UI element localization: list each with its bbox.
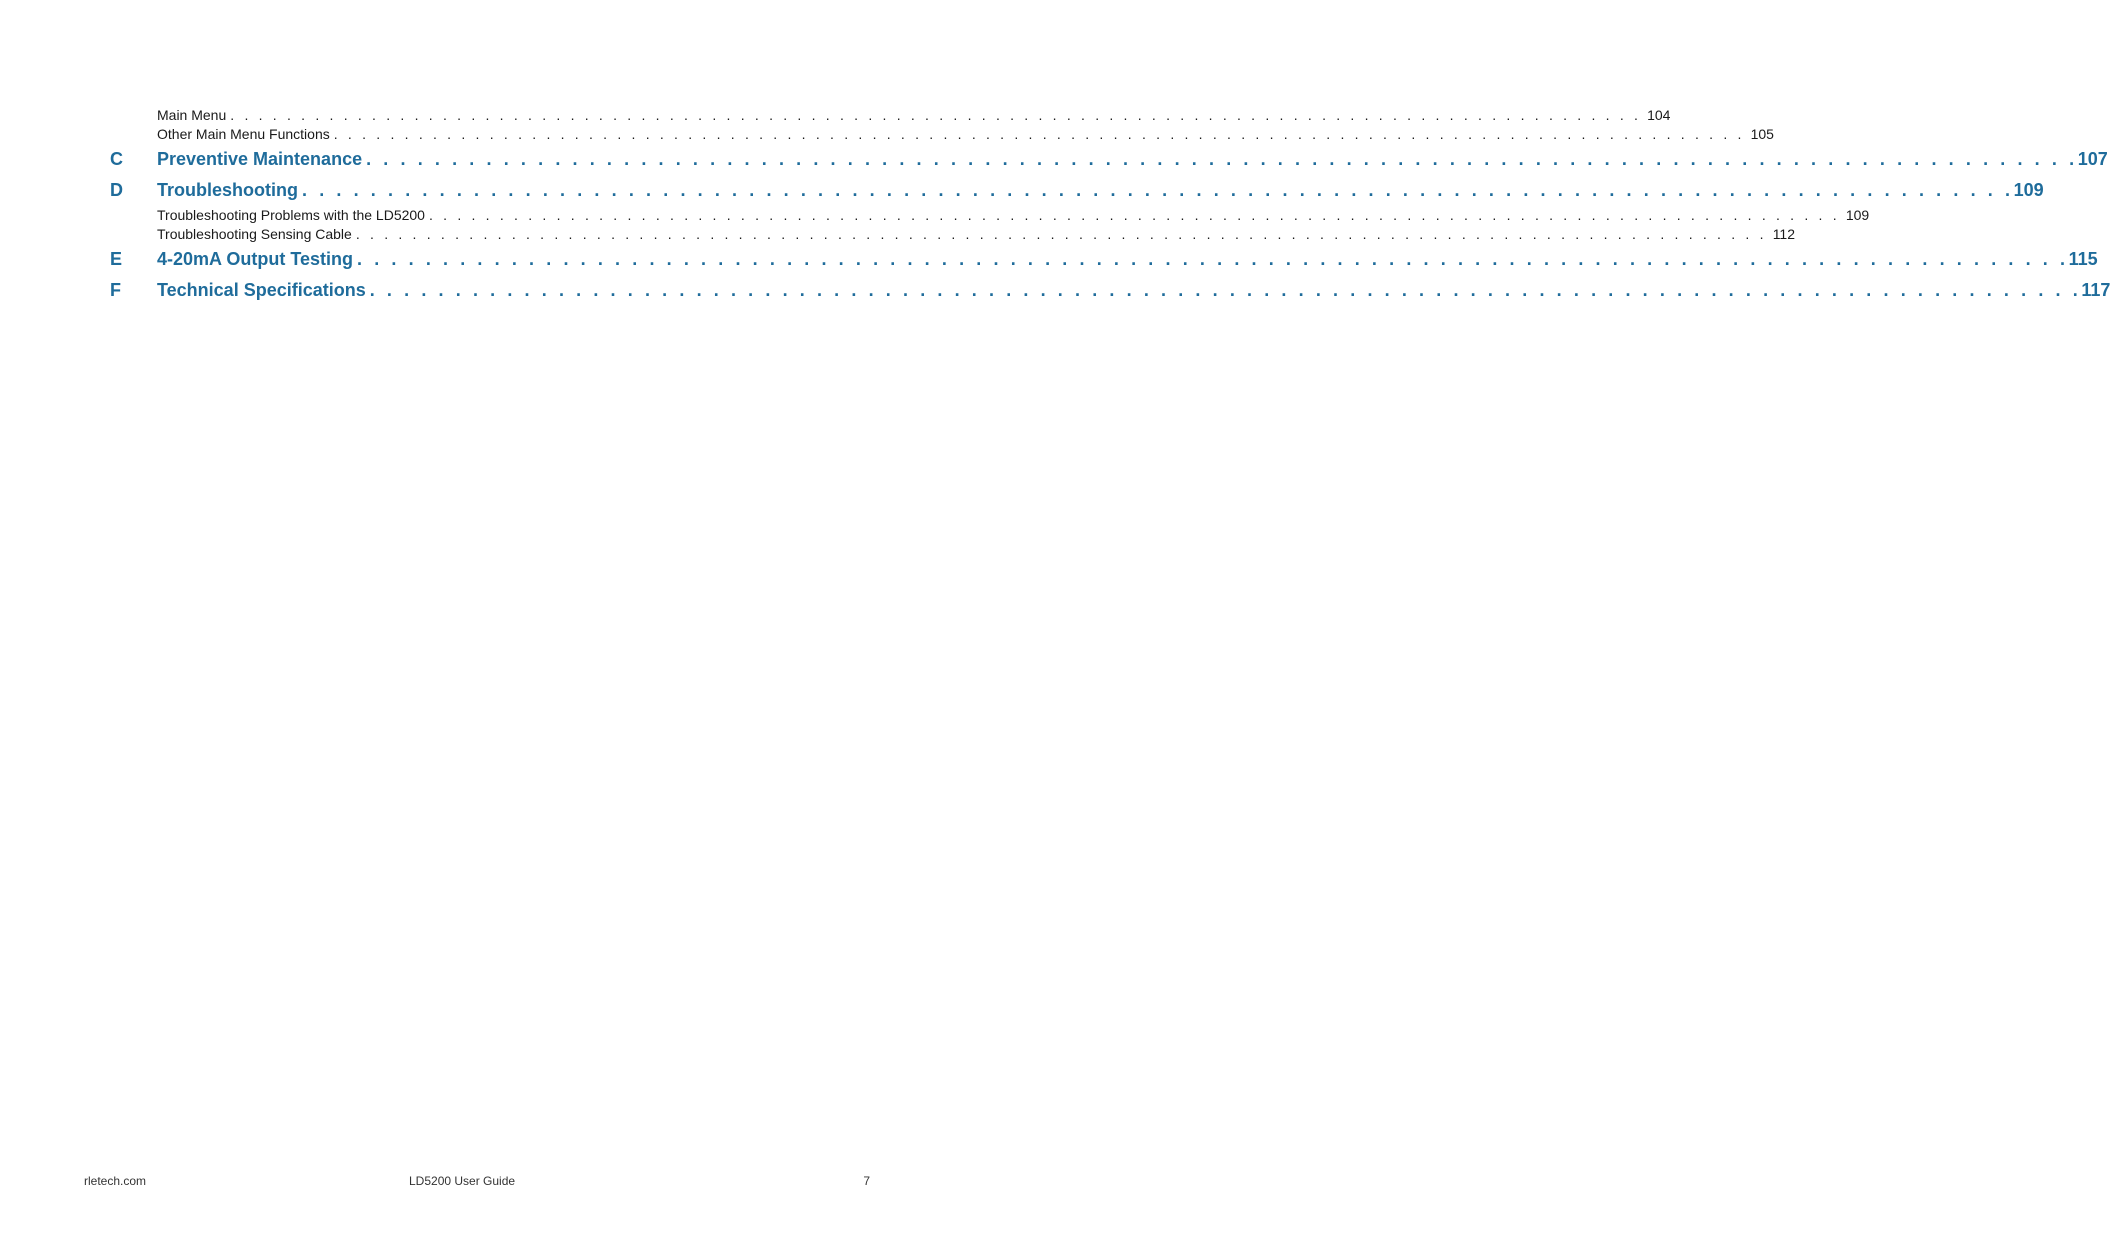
toc-entry-other-main-menu-functions[interactable] — [157, 125, 1774, 144]
toc-chapter-title: Preventive Maintenance — [157, 149, 363, 169]
dot-leader: . . . . . . . . . . . . . . . . . . . . . . . . . . . . . . . . . . . . . . . . . . . . . . . . . . . . . . . . . . . . . . . . . . . . . . . . . . . . . . . . . . . . . . . . . . . . . . . . . . . . — [366, 149, 2078, 169]
toc-entry-page: 104 — [1647, 107, 1671, 123]
footer-page-number: 7 — [863, 1174, 870, 1188]
dot-leader: . . . . . . . . . . . . . . . . . . . . . . . . . . . . . . . . . . . . . . . . . . . . . . . . . . . . . . . . . . . . . . . . . . . . . . . . . . . . . . . . . . . . . . . . . . . . . . . . . . . . — [355, 226, 1767, 242]
toc-entry-title: Troubleshooting Sensing Cable — [157, 226, 352, 242]
toc-chapter-page: 115 — [2068, 249, 2098, 269]
toc-chapter-c[interactable] — [110, 144, 2108, 175]
toc-entry-title: Troubleshooting Problems with the LD5200 — [157, 207, 425, 223]
toc-chapter-letter: D — [110, 180, 123, 200]
toc-chapter-page: 109 — [2013, 180, 2044, 200]
toc-chapter-title: Technical Specifications — [157, 280, 366, 300]
toc-entry-title: Other Main Menu Functions — [157, 126, 330, 142]
toc-entry-main-menu[interactable] — [157, 106, 1671, 125]
page-footer — [84, 1174, 870, 1190]
toc-chapter-d[interactable] — [110, 175, 2044, 206]
toc-chapter-letter: C — [110, 149, 123, 169]
dot-leader: . . . . . . . . . . . . . . . . . . . . . . . . . . . . . . . . . . . . . . . . . . . . . . . . . . . . . . . . . . . . . . . . . . . . . . . . . . . . . . . . . . . . . . . . . . . . . . . . . . . . — [302, 180, 2014, 200]
toc-entry-troubleshooting-problems[interactable] — [157, 206, 1870, 225]
toc-chapter-f[interactable] — [110, 275, 2110, 306]
toc-entry-title: Main Menu — [157, 107, 227, 123]
dot-leader: . . . . . . . . . . . . . . . . . . . . . . . . . . . . . . . . . . . . . . . . . . . . . . . . . . . . . . . . . . . . . . . . . . . . . . . . . . . . . . . . . . . . . . . . . . . . . . . . . . . . — [369, 280, 2082, 300]
toc-chapter-letter: F — [110, 280, 121, 300]
toc-chapter-title: Troubleshooting — [157, 180, 298, 200]
toc-chapter-letter: E — [110, 249, 123, 269]
toc-entry-troubleshooting-sensing-cable[interactable] — [157, 225, 1796, 244]
dot-leader: . . . . . . . . . . . . . . . . . . . . . . . . . . . . . . . . . . . . . . . . . . . . . . . . . . . . . . . . . . . . . . . . . . . . . . . . . . . . . . . . . . . . . . . . . . . . . . . . . . . . — [428, 207, 1840, 223]
toc-chapter-e[interactable] — [110, 244, 2098, 275]
toc-entry-page: 105 — [1750, 126, 1774, 142]
toc-chapter-page: 107 — [2077, 149, 2108, 169]
toc-chapter-title: 4-20mA Output Testing — [157, 249, 354, 269]
footer-website: rletech.com — [84, 1174, 147, 1188]
table-of-contents — [110, 106, 2110, 306]
dot-leader: . . . . . . . . . . . . . . . . . . . . . . . . . . . . . . . . . . . . . . . . . . . . . . . . . . . . . . . . . . . . . . . . . . . . . . . . . . . . . . . . . . . . . . . . . . . . . . . . . . . . — [333, 126, 1745, 142]
dot-leader: . . . . . . . . . . . . . . . . . . . . . . . . . . . . . . . . . . . . . . . . . . . . . . . . . . . . . . . . . . . . . . . . . . . . . . . . . . . . . . . . . . . . . . . . . . . . . . . . . . . . — [230, 107, 1642, 123]
toc-entry-page: 109 — [1845, 207, 1870, 223]
toc-entry-page: 112 — [1772, 226, 1796, 242]
dot-leader: . . . . . . . . . . . . . . . . . . . . . . . . . . . . . . . . . . . . . . . . . . . . . . . . . . . . . . . . . . . . . . . . . . . . . . . . . . . . . . . . . . . . . . . . . . . . . . . . . . . . — [357, 249, 2069, 269]
footer-doc-title: LD5200 User Guide — [409, 1174, 516, 1188]
toc-chapter-page: 117 — [2081, 280, 2110, 300]
